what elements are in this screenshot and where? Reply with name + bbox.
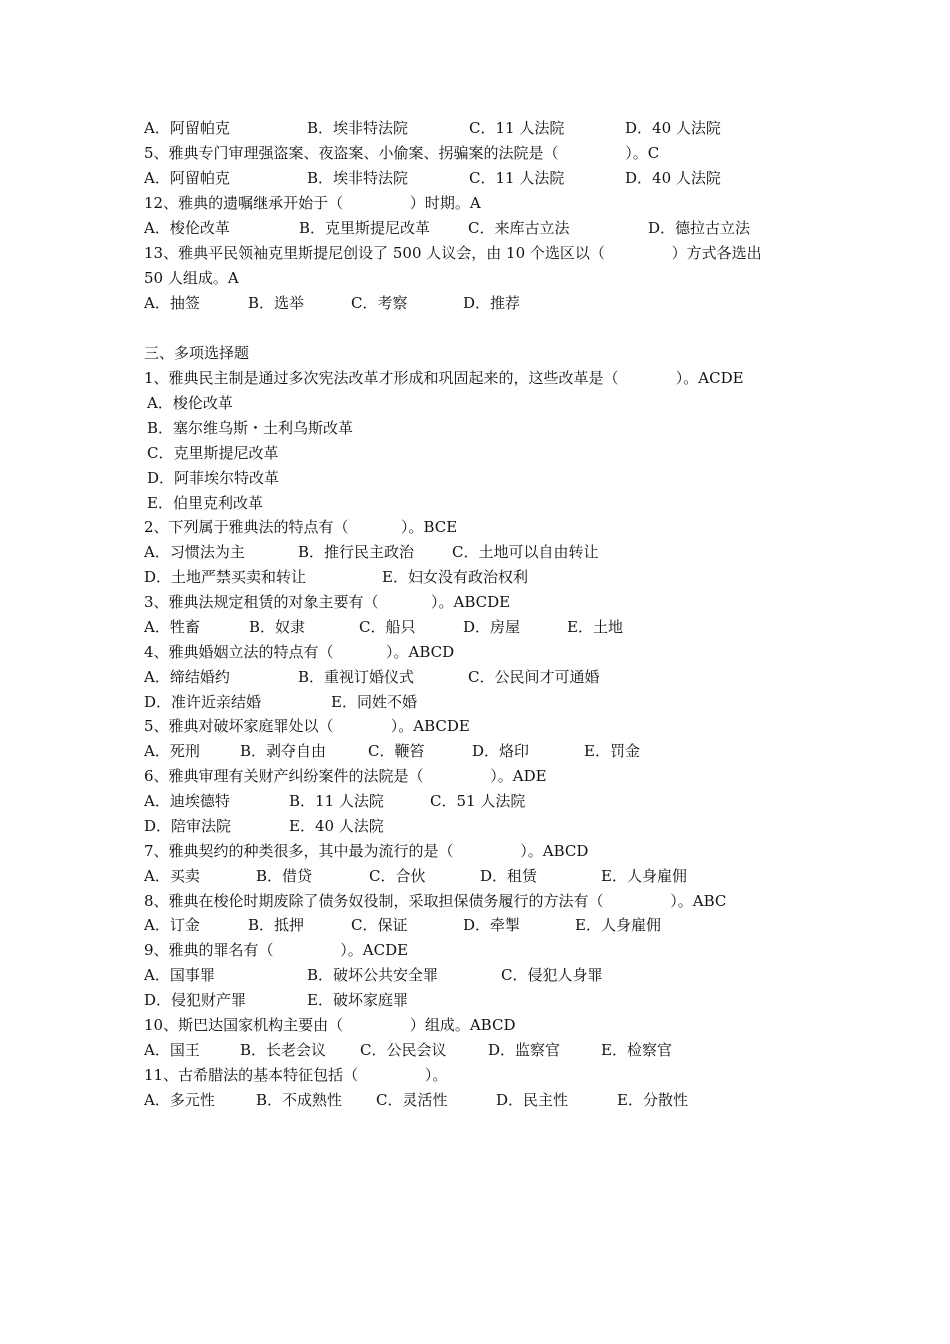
question-text: 13、雅典平民领袖克里斯提尼创设了 500 人议会，由 10 个选区以（ ）方式各选出 xyxy=(144,244,762,262)
option: E．同姓不婚 xyxy=(331,693,417,711)
option: E．伯里克利改革 xyxy=(147,494,263,512)
option: C．合伙 xyxy=(369,867,426,885)
question-text: 4、雅典婚姻立法的特点有（ ）。ABCD xyxy=(144,643,455,661)
option: E．破坏家庭罪 xyxy=(307,991,408,1009)
option: B．埃非特法院 xyxy=(307,169,409,187)
option: A．抽签 xyxy=(144,294,200,312)
option: E．土地 xyxy=(567,618,623,636)
option: B．推行民主政治 xyxy=(298,543,415,561)
question-text: 5、雅典专门审理强盗案、夜盗案、小偷案、拐骗案的法院是（ ）。C xyxy=(144,144,660,162)
option: C．来库古立法 xyxy=(468,219,570,237)
option: C．公民间才可通婚 xyxy=(468,668,600,686)
option: A．习惯法为主 xyxy=(144,543,245,561)
answer-options xyxy=(144,665,600,689)
option: E．分散性 xyxy=(617,1091,688,1109)
answer-options xyxy=(144,1088,688,1112)
option: A．阿留帕克 xyxy=(144,119,230,137)
answer-options xyxy=(144,864,687,888)
question-text: 7、雅典契约的种类很多，其中最为流行的是（ ）。ABCD xyxy=(144,842,589,860)
question-text: 50 人组成。A xyxy=(144,269,239,287)
question-text: 8、雅典在梭伦时期废除了债务奴役制，采取担保债务履行的方法有（ ）。ABC xyxy=(144,892,727,910)
answer-options xyxy=(144,739,640,763)
answer-options xyxy=(144,540,599,564)
answer-options xyxy=(144,814,384,838)
answer-options xyxy=(144,913,661,937)
option: E．40 人法院 xyxy=(289,817,384,835)
option: C．51 人法院 xyxy=(430,792,526,810)
option: A．国王 xyxy=(144,1041,200,1059)
option: D．牵掣 xyxy=(463,916,521,934)
option: B．借贷 xyxy=(256,867,313,885)
section-heading: 三、多项选择题 xyxy=(144,344,250,362)
option: C．11 人法院 xyxy=(469,119,565,137)
option: D．民主性 xyxy=(496,1091,569,1109)
answer-options xyxy=(144,988,408,1012)
option: A．阿留帕克 xyxy=(144,169,230,187)
option: B．克里斯提尼改革 xyxy=(299,219,431,237)
answer-options xyxy=(144,615,623,639)
option: C．鞭笞 xyxy=(368,742,425,760)
question-text: 5、雅典对破坏家庭罪处以（ ）。ABCDE xyxy=(144,717,470,735)
question-text: 6、雅典审理有关财产纠纷案件的法院是（ ）。ADE xyxy=(144,767,547,785)
answer-options xyxy=(144,166,721,190)
option: E．人身雇佣 xyxy=(601,867,687,885)
answer-options xyxy=(144,963,603,987)
option: B．选举 xyxy=(248,294,305,312)
option: D．烙印 xyxy=(472,742,530,760)
option: E．妇女没有政治权利 xyxy=(382,568,528,586)
option: A．牲畜 xyxy=(144,618,200,636)
option: D．准许近亲结婚 xyxy=(144,693,262,711)
option: D．土地严禁买卖和转让 xyxy=(144,568,307,586)
option: A．梭伦改革 xyxy=(147,394,233,412)
option: A．买卖 xyxy=(144,867,200,885)
question-text: 1、雅典民主制是通过多次宪法改革才形成和巩固起来的，这些改革是（ ）。ACDE xyxy=(144,369,744,387)
option: B．破坏公共安全罪 xyxy=(307,966,439,984)
option: C．考察 xyxy=(351,294,408,312)
option: D．房屋 xyxy=(463,618,521,636)
option: D．侵犯财产罪 xyxy=(144,991,247,1009)
option: D．40 人法院 xyxy=(625,119,721,137)
option: B．不成熟性 xyxy=(256,1091,343,1109)
option: A．缔结婚约 xyxy=(144,668,230,686)
option: D．陪审法院 xyxy=(144,817,232,835)
option: A．多元性 xyxy=(144,1091,215,1109)
option: D．阿菲埃尔特改革 xyxy=(147,469,280,487)
question-text: 11、古希腊法的基本特征包括（ ）。 xyxy=(144,1066,448,1084)
option: C．船只 xyxy=(359,618,416,636)
option: A．国事罪 xyxy=(144,966,215,984)
option: D．租赁 xyxy=(480,867,538,885)
question-text: 3、雅典法规定租赁的对象主要有（ ）。ABCDE xyxy=(144,593,511,611)
option: D．40 人法院 xyxy=(625,169,721,187)
option: C．土地可以自由转让 xyxy=(452,543,599,561)
answer-options xyxy=(144,216,751,240)
answer-options xyxy=(144,690,417,714)
option: D．德拉古立法 xyxy=(648,219,751,237)
option: C．公民会议 xyxy=(360,1041,447,1059)
option: A．梭伦改革 xyxy=(144,219,230,237)
answer-options xyxy=(144,116,721,140)
option: E．检察官 xyxy=(601,1041,672,1059)
option: B．重视订婚仪式 xyxy=(298,668,415,686)
option: C．11 人法院 xyxy=(469,169,565,187)
answer-options xyxy=(144,565,528,589)
option: B．奴隶 xyxy=(249,618,306,636)
option: B．抵押 xyxy=(248,916,305,934)
option: E．人身雇佣 xyxy=(575,916,661,934)
answer-options xyxy=(144,1038,672,1062)
question-text: 12、雅典的遗嘱继承开始于（ ）时期。A xyxy=(144,194,481,212)
option: D．推荐 xyxy=(463,294,521,312)
option: A．死刑 xyxy=(144,742,200,760)
option: B．剥夺自由 xyxy=(240,742,327,760)
option: A．订金 xyxy=(144,916,200,934)
option: B．埃非特法院 xyxy=(307,119,409,137)
option: C．克里斯提尼改革 xyxy=(147,444,279,462)
answer-options xyxy=(144,291,521,315)
option: B．11 人法院 xyxy=(289,792,384,810)
question-text: 9、雅典的罪名有（ ）。ACDE xyxy=(144,941,409,959)
option: C．灵活性 xyxy=(376,1091,448,1109)
option: B．塞尔维乌斯・土利乌斯改革 xyxy=(147,419,354,437)
option: C．侵犯人身罪 xyxy=(501,966,603,984)
option: C．保证 xyxy=(351,916,408,934)
option: E．罚金 xyxy=(584,742,640,760)
option: D．监察官 xyxy=(488,1041,561,1059)
option: B．长老会议 xyxy=(240,1041,327,1059)
question-text: 10、斯巴达国家机构主要由（ ）组成。ABCD xyxy=(144,1016,516,1034)
question-text: 2、下列属于雅典法的特点有（ ）。BCE xyxy=(144,518,458,536)
answer-options xyxy=(144,789,526,813)
option: A．迪埃德特 xyxy=(144,792,230,810)
